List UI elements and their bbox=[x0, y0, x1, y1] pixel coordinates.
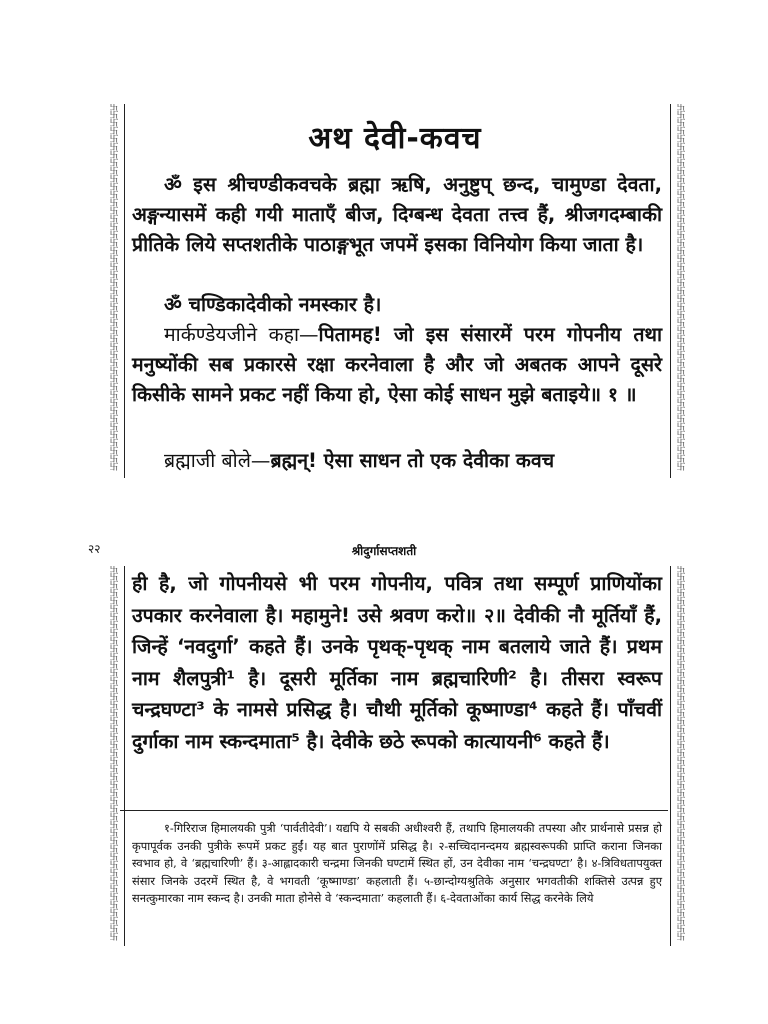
right-swastika-border-bottom: 卐 卐 卐 卐 卐 卐 卐 卐 卐 卐 卐 卐 卐 卐 卐 卐 卐 卐 卐 卐 卐 卐 卐 卐 卐 卐 卐 卐 卐 卐 卐 卐 卐 卐 卐 卐 卐 卐 卐 卐 卐 卐 卐 卐 卐 卐 卐 bbox=[676, 566, 686, 943]
page-number: २२ bbox=[88, 542, 101, 556]
speaker-label: ब्रह्माजी बोले— bbox=[164, 449, 271, 472]
om-symbol: ॐ bbox=[164, 173, 182, 196]
page-title: अथ देवी-कवच bbox=[308, 121, 482, 156]
brahma-paragraph: ब्रह्माजी बोले—ब्रह्मन्! ऐसा साधन तो एक देवीका कवच bbox=[164, 449, 555, 472]
footnote-text: १-गिरिराज हिमालयकी पुत्री ‘पार्वतीदेवी’। यद्यपि ये सबकी अधीश्वरी हैं, तथापि हिमालयकी तपस्या और प्रार्थनासे प्रसन्न हो कृपापूर्वक उनकी पुत्रीके रूपमें प्रकट हुईं। यह बात पुराणोंमें प्रसिद्ध है। २-सच्चिदानन्दमय ब्रह्मस्वरूपकी प्राप्ति कराना जिनका स्वभाव हो, वे ‘ब्रह्मचारिणी’ हैं। ३-आह्लादकारी चन्द्रमा जिनकी घण्टामें स्थित हों, उन देवीका नाम ‘चन्द्रघण्टा’ है। ४-त्रिविधतापयुक्त संसार जिनके उदरमें स्थित है, वे भगवती ‘कूष्माण्डा’ कहलाती हैं। ५-छान्दोग्यश्रुतिके अनुसार भगवतीकी शक्तिसे उत्पन्न हुए सनत्कुमारका नाम स्कन्द है। उनकी माता होनेसे वे ‘स्कन्दमाता’ कहलाती हैं। ६-देवताओंका कार्य सिद्ध करनेके लिये bbox=[132, 821, 662, 906]
footnotes bbox=[132, 820, 662, 908]
markandeya-paragraph: मार्कण्डेयजीने कहा—पितामह! जो इस संसारमें परम गोपनीय तथा मनुष्योंकी सब प्रकारसे रक्षा करनेवाला है और जो अबतक आपने दूसरे किसीके सामने प्रकट नहीं किया हो, ऐसा कोई साधन मुझे बताइये॥ १ ॥ bbox=[132, 323, 662, 406]
right-swastika-border-top: 卐 卐 卐 卐 卐 卐 卐 卐 卐 卐 卐 卐 卐 卐 卐 卐 卐 卐 卐 卐 卐 卐 卐 卐 卐 卐 卐 卐 卐 卐 卐 卐 卐 卐 卐 卐 卐 卐 卐 卐 卐 卐 卐 卐 卐 卐 bbox=[676, 104, 686, 473]
left-swastika-border-bottom: 卐 卐 卐 卐 卐 卐 卐 卐 卐 卐 卐 卐 卐 卐 卐 卐 卐 卐 卐 卐 卐 卐 卐 卐 卐 卐 卐 卐 卐 卐 卐 卐 卐 卐 卐 卐 卐 卐 卐 卐 卐 卐 卐 卐 卐 卐 卐 bbox=[109, 566, 119, 943]
right-border-line-top bbox=[670, 104, 671, 478]
salutation-paragraph: ॐ चण्डिकादेवीको नमस्कार है। bbox=[164, 293, 382, 316]
speaker-label: मार्कण्डेयजीने कहा— bbox=[164, 323, 319, 346]
footnote-divider bbox=[120, 810, 668, 811]
left-swastika-border-top: 卐 卐 卐 卐 卐 卐 卐 卐 卐 卐 卐 卐 卐 卐 卐 卐 卐 卐 卐 卐 卐 卐 卐 卐 卐 卐 卐 卐 卐 卐 卐 卐 卐 卐 卐 卐 卐 卐 卐 卐 卐 卐 卐 卐 卐 卐 bbox=[109, 104, 119, 473]
continuation-paragraph: ही है, जो गोपनीयसे भी परम गोपनीय, पवित्र तथा सम्पूर्ण प्राणियोंका उपकार करनेवाला है। महामुने! उसे श्रवण करो॥ २॥ देवीकी नौ मूर्तियाँ हैं, जिन्हें ‘नवदुर्गा’ कहते हैं। उनके पृथक्-पृथक् नाम बतलाये जाते हैं। प्रथम नाम शैलपुत्री¹ है। दूसरी मूर्तिका नाम ब्रह्मचारिणी² है। तीसरा स्वरूप चन्द्रघण्टा³ के नामसे प्रसिद्ध है। चौथी मूर्तिको कूष्माण्डा⁴ कहते हैं। पाँचवीं दुर्गाका नाम स्कन्दमाता⁵ है। देवीके छठे रूपको कात्यायनी⁶ कहते हैं। bbox=[132, 572, 662, 753]
invocation-paragraph: ॐ इस श्रीचण्डीकवचके ब्रह्मा ऋषि, अनुष्टुप् छन्द, चामुण्डा देवता, अङ्गन्यासमें कही गयी माताएँ बीज, दिग्बन्ध देवता तत्त्व हैं, श्रीजगदम्बाकी प्रीतिके लिये सप्तशतीके पाठाङ्गभूत जपमें इसका विनियोग किया जाता है। bbox=[132, 173, 662, 256]
running-title: श्रीदुर्गासप्तशती bbox=[351, 544, 417, 558]
right-border-line-bottom bbox=[670, 566, 671, 946]
left-border-line-top bbox=[124, 104, 125, 478]
left-border-line-bottom bbox=[124, 566, 125, 946]
